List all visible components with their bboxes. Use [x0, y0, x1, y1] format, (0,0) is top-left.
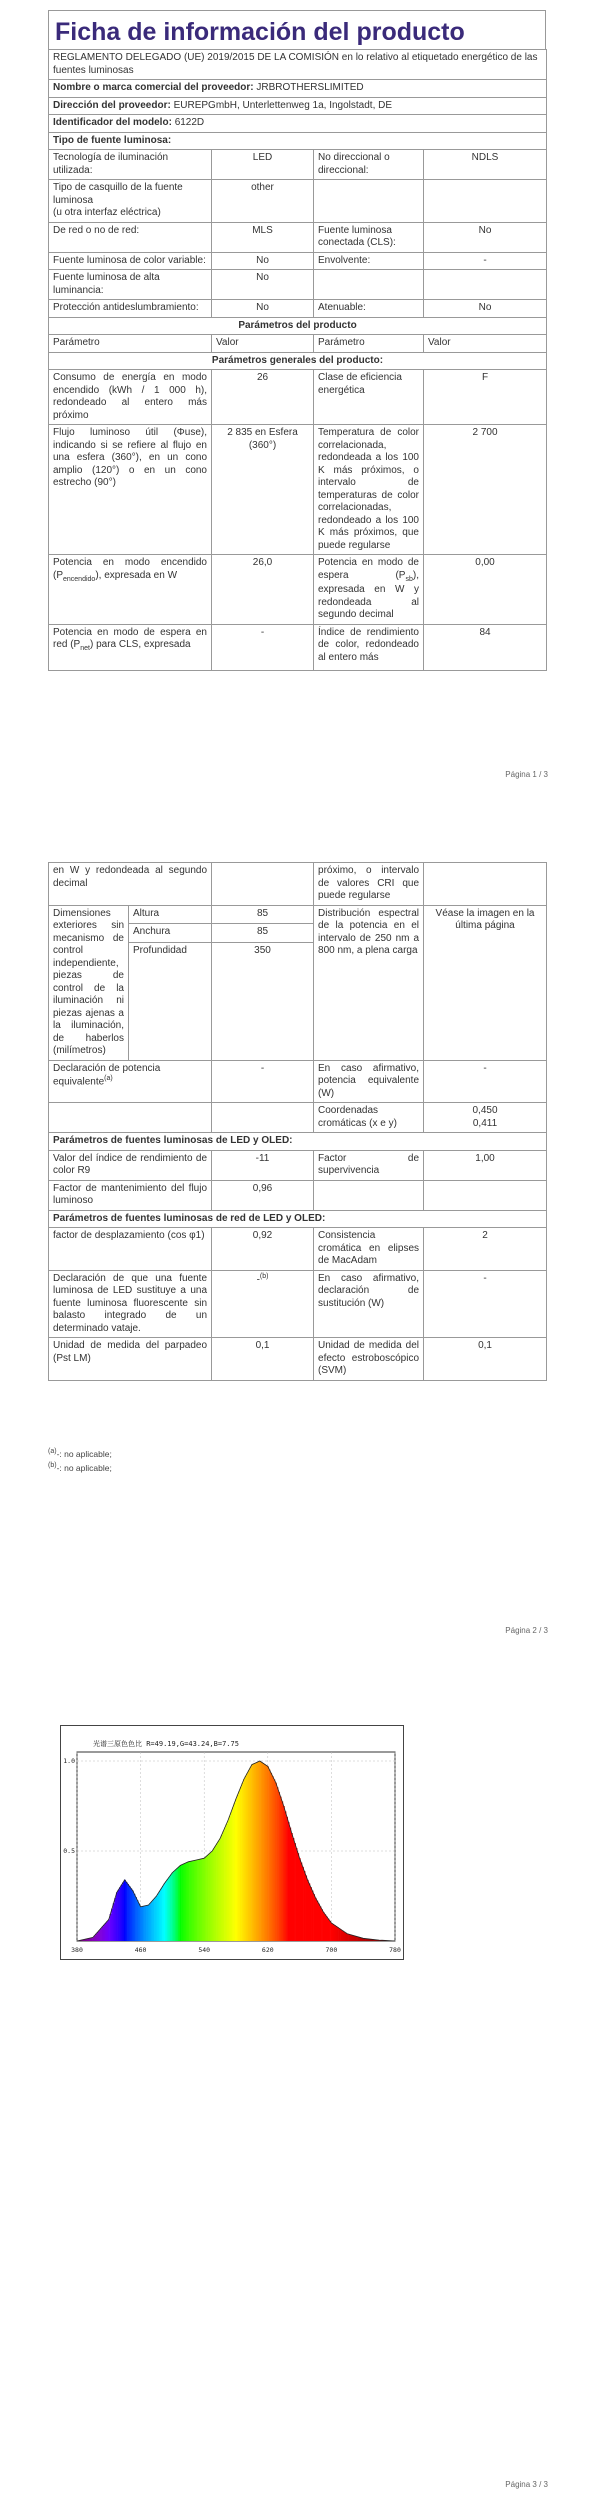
info-sheet-part-2 [48, 862, 546, 1381]
dimensions-row: Dimensiones exteriores sin mecanismo de control independiente, piezas de control de la iluminación ni piezas ajenas a la iluminación, de haberlos (milímetros) Altura 85 Distribución espectral de la potencia en el intervalo de 250 nm a 800 nm, a plena carga Véase la imagen en la última página [49, 905, 547, 924]
page-number: Página 1 / 3 [505, 770, 548, 779]
x-axis-ticks [71, 1946, 401, 1954]
chart-svg [61, 1726, 405, 1961]
table-row: Factor de mantenimiento del flujo luminoso 0,96 [49, 1180, 547, 1210]
table-row: Valor del índice de rendimiento de color R9 -11 Factor de supervivencia 1,00 [49, 1150, 547, 1180]
table-row: Flujo luminoso útil (Φuse), indicando si se refiere al flujo en una esfera (360°), en un cono amplio (120°) o en un cono estrecho (90°) 2 835 en Esfera (360°) Temperatura de color correlacionada, redondeada a los 100 K más próximos, o intervalo de temperaturas de color correlacionadas, redondeado a los 100 K más próximos, que puede regularse 2 700 [49, 425, 547, 555]
page-2 [0, 850, 592, 1650]
info-sheet-part-1 [48, 10, 546, 671]
product-params-header: Parámetros del producto [49, 317, 547, 335]
table-row: Tecnología de iluminación utilizada: LED No direccional o direccional: NDLS [49, 150, 547, 180]
x-tick-label: 780 [389, 1946, 401, 1954]
y-axis-ticks [63, 1757, 75, 1855]
x-tick-label: 620 [261, 1946, 274, 1954]
mains-params-header: Parámetros de fuentes luminosas de red de LED y OLED: [49, 1210, 547, 1228]
table-row: Coordenadas cromáticas (x e y) 0,450 0,411 [49, 1103, 547, 1133]
y-tick-label: 1.0 [63, 1757, 75, 1765]
source-type-label: Tipo de fuente luminosa: [49, 132, 547, 150]
supplier-address: EUREPGmbH, Unterlettenweg 1a, Ingolstadt, DE [173, 99, 393, 111]
dimensions-label: Dimensiones exteriores sin mecanismo de control independiente, piezas de control de la iluminación ni piezas ajenas a la iluminación, de haberlos (milímetros) [49, 905, 129, 1060]
led-params-header: Parámetros de fuentes luminosas de LED y OLED: [49, 1133, 547, 1151]
page-1 [0, 0, 592, 795]
supplier-name: JRBROTHERSLIMITED [256, 82, 364, 93]
table-row: Potencia en modo encendido $(P_{encendido})$, expresada en W 26,0 Potencia en modo de espera $(P_{sb})$, expresada en W y redondeada al segundo decimal 0,00 [49, 555, 547, 625]
chart-title: 光谱三原色色比 R=49.19,G=43.24,B=7.75 [93, 1740, 239, 1748]
x-tick-label: 540 [198, 1946, 211, 1954]
table-row: Fuente luminosa de color variable: No Envolvente: - [49, 252, 547, 270]
model-id: 6122D [174, 117, 205, 128]
product-info-table-continued [48, 862, 547, 1381]
page-number: Página 3 / 3 [505, 2480, 548, 2489]
regulation-text: REGLAMENTO DELEGADO (UE) 2019/2015 DE LA COMISIÓN en lo relativo al etiquetado energético de las fuentes luminosas [49, 50, 547, 80]
table-row: Unidad de medida del parpadeo (Pst LM) 0,1 Unidad de medida del efecto estroboscópico (SVM) 0,1 [49, 1338, 547, 1381]
table-row: Consumo de energía en modo encendido (kWh / 1 000 h), redondeado al entero más próximo 26 Clase de eficiencia energética F [49, 370, 547, 425]
spectral-distribution-chart [60, 1725, 404, 1960]
table-row: Declaración de potencia equivalente$^{(a)}$ - En caso afirmativo, potencia equivalente (W) - [49, 1060, 547, 1103]
table-row: Potencia en modo de espera en red $(P_{net})$ para CLS, expresada - Índice de rendimiento de color, redondeado al entero más 84 [49, 624, 547, 670]
page-3 [0, 1700, 592, 2510]
sheet-title: Ficha de información del producto [48, 10, 546, 49]
table-row: Declaración de que una fuente luminosa de LED sustituye a una fuente luminosa fluorescente sin balasto integrado de un determinado vataje. -$^{(b)}$ En caso afirmativo, declaración de sustitución (W) - [49, 1270, 547, 1338]
table-row: Profundidad 350 [49, 942, 547, 1060]
supplier-address-row: Dirección del proveedor: EUREPGmbH, Unterlettenweg 1a, Ingolstadt, DE [49, 97, 547, 115]
model-row: Identificador del modelo: 6122D [49, 115, 547, 133]
footnotes [48, 1448, 112, 1474]
table-row: Protección antideslumbramiento: No Atenuable: No [49, 300, 547, 318]
x-tick-label: 380 [71, 1946, 83, 1954]
table-row: factor de desplazamiento (cos φ1) 0,92 Consistencia cromática en elipses de MacAdam 2 [49, 1228, 547, 1271]
table-row: Anchura 85 [49, 924, 547, 943]
supplier-name-row: Nombre o marca comercial del proveedor: JRBROTHERSLIMITED [49, 80, 547, 98]
general-params-header: Parámetros generales del producto: [49, 352, 547, 370]
footnote-a: $^{(a)}$-: no aplicable; [48, 1448, 112, 1459]
y-tick-label: 0.5 [63, 1847, 75, 1855]
footnote-b: $^{(b)}$-: no aplicable; [48, 1462, 112, 1474]
page-number: Página 2 / 3 [505, 1626, 548, 1635]
x-tick-label: 700 [325, 1946, 338, 1954]
table-row: Fuente luminosa de alta luminancia: No [49, 270, 547, 300]
column-header-row: Parámetro Valor Parámetro Valor [49, 335, 547, 353]
table-row: en W y redondeada al segundo decimal próximo, o intervalo de valores CRI que puede regularse [49, 863, 547, 906]
product-info-table [48, 49, 547, 671]
x-tick-label: 460 [134, 1946, 147, 1954]
table-row: Tipo de casquillo de la fuente luminosa (u otra interfaz eléctrica) other [49, 180, 547, 223]
table-row: De red o no de red: MLS Fuente luminosa conectada (CLS): No [49, 222, 547, 252]
